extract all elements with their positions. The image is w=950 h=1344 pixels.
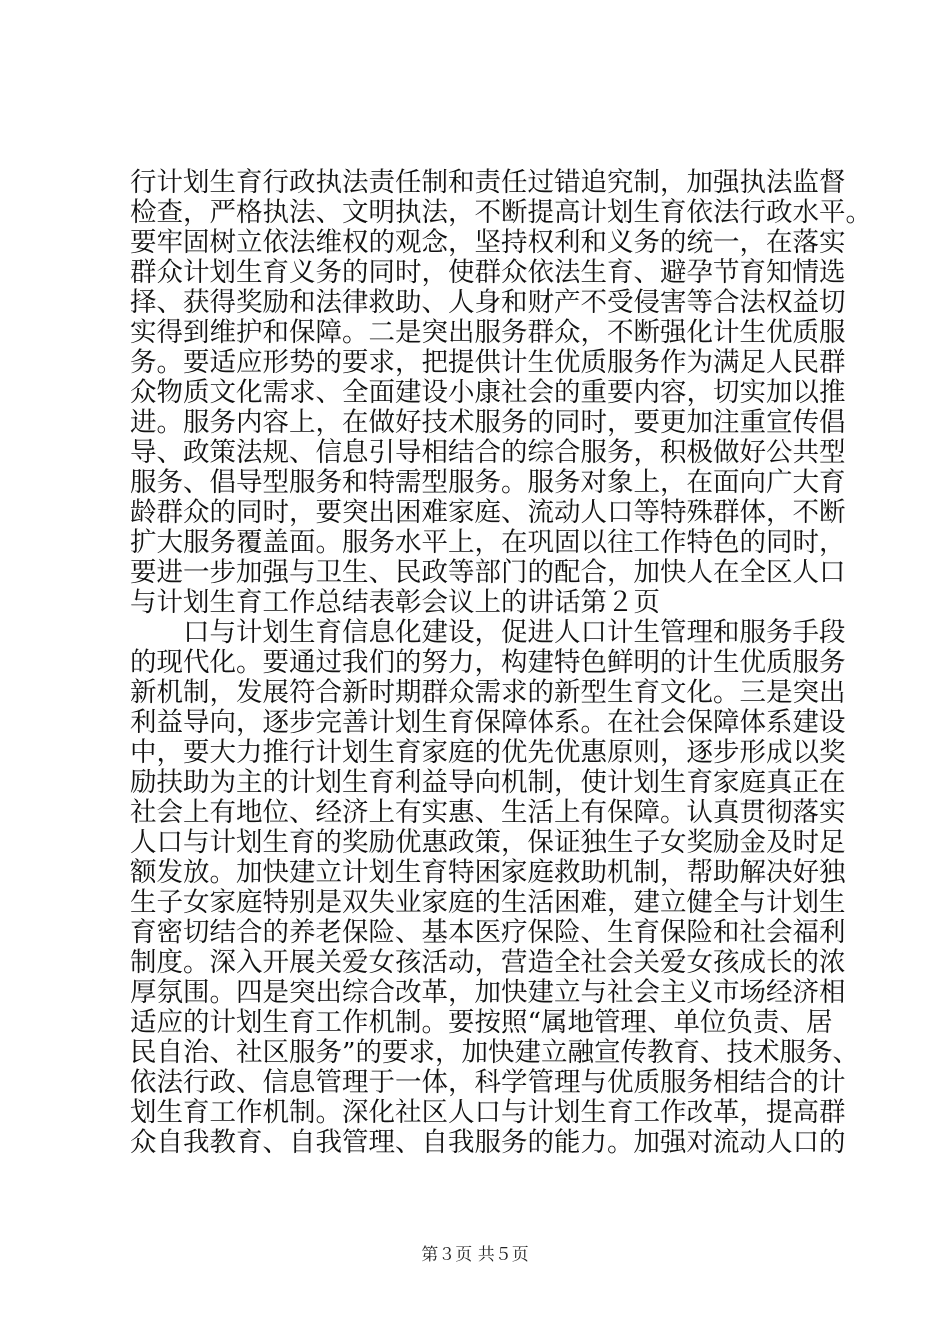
text-line: 育密切结合的养老保险、基本医疗保险、生育保险和社会福利: [130, 917, 846, 948]
text-line: 检查，严格执法、文明执法，不断提高计划生育依法行政水平。: [130, 197, 872, 228]
text-line: 适应的计划生育工作机制。要按照“属地管理、单位负责、居: [130, 1007, 833, 1038]
text-line: 新机制，发展符合新时期群众需求的新型生育文化。三是突出: [130, 677, 846, 708]
text-line: 扩大服务覆盖面。服务水平上，在巩固以往工作特色的同时，: [130, 527, 846, 558]
text-line: 众自我教育、自我管理、自我服务的能力。加强对流动人口的: [130, 1127, 846, 1158]
text-line: 服务、倡导型服务和特需型服务。服务对象上，在面向广大育: [130, 467, 846, 498]
text-line: 划生育工作机制。深化社区人口与计划生育工作改革，提高群: [130, 1097, 846, 1128]
document-body: [130, 167, 872, 1158]
text-line: 厚氛围。四是突出综合改革，加快建立与社会主义市场经济相: [130, 977, 846, 1008]
text-line: 中，要大力推行计划生育家庭的优先优惠原则，逐步形成以奖: [130, 737, 846, 768]
paragraph-2: [130, 617, 860, 1158]
text-line: 要进一步加强与卫生、民政等部门的配合，加快人在全区人口: [130, 557, 846, 588]
text-line: 额发放。加快建立计划生育特困家庭救助机制，帮助解决好独: [130, 857, 846, 888]
text-line: 口与计划生育信息化建设，促进人口计生管理和服务手段: [183, 617, 846, 648]
text-line: 导、政策法规、信息引导相结合的综合服务，积极做好公共型: [130, 437, 846, 468]
text-line: 实得到维护和保障。二是突出服务群众，不断强化计生优质服: [130, 317, 846, 348]
text-line: 民自治、社区服务”的要求，加快建立融宣传教育、技术服务、: [130, 1037, 860, 1068]
text-line: 生子女家庭特别是双失业家庭的生活困难，建立健全与计划生: [130, 887, 846, 918]
text-line: 进。服务内容上，在做好技术服务的同时，要更加注重宣传倡: [130, 407, 846, 438]
text-line: 择、获得奖励和法律救助、人身和财产不受侵害等合法权益切: [130, 287, 846, 318]
text-line: 人口与计划生育的奖励优惠政策，保证独生子女奖励金及时足: [130, 827, 846, 858]
text-line: 群众计划生育义务的同时，使群众依法生育、避孕节育知情选: [130, 257, 846, 288]
text-line: 众物质文化需求、全面建设小康社会的重要内容，切实加以推: [130, 377, 846, 408]
text-line: 要牢固树立依法维权的观念，坚持权利和义务的统一，在落实: [130, 227, 846, 258]
text-line: 务。要适应形势的要求，把提供计生优质服务作为满足人民群: [130, 347, 846, 378]
text-line: 制度。深入开展关爱女孩活动，营造全社会关爱女孩成长的浓: [130, 947, 846, 978]
text-line: 龄群众的同时，要突出困难家庭、流动人口等特殊群体，不断: [130, 497, 846, 528]
text-line: 励扶助为主的计划生育利益导向机制，使计划生育家庭真正在: [130, 767, 846, 798]
page-number: 第３页 共５页: [421, 1245, 529, 1265]
paragraph-1: [130, 167, 872, 618]
text-line: 社会上有地位、经济上有实惠、生活上有保障。认真贯彻落实: [130, 797, 846, 828]
text-line: 的现代化。要通过我们的努力，构建特色鲜明的计生优质服务: [130, 647, 846, 678]
text-line: 行计划生育行政执法责任制和责任过错追究制，加强执法监督: [130, 167, 846, 198]
text-line: 依法行政、信息管理于一体，科学管理与优质服务相结合的计: [130, 1067, 846, 1098]
text-line: 利益导向，逐步完善计划生育保障体系。在社会保障体系建设: [130, 707, 846, 738]
text-line: 与计划生育工作总结表彰会议上的讲话第２页: [130, 587, 660, 618]
